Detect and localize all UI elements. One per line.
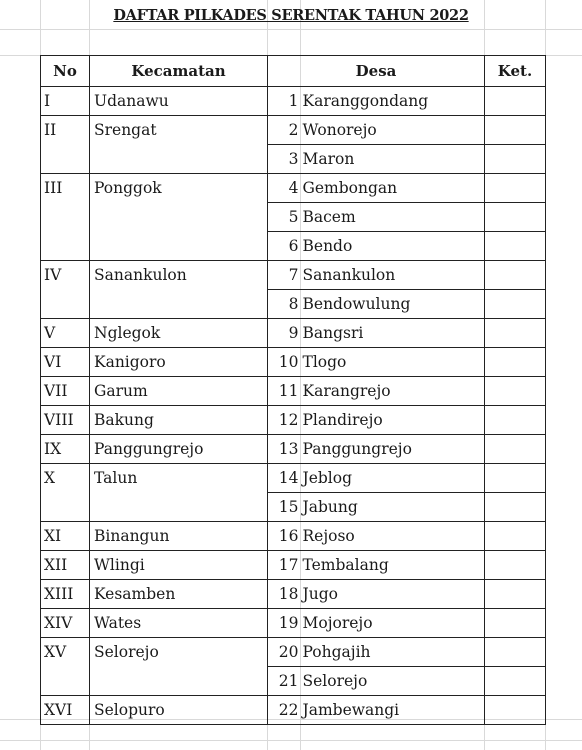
table-row [41,551,546,580]
kecamatan-cell: Talun [90,464,268,493]
table-row [41,696,546,725]
kecamatan-cell: Nglegok [90,319,268,348]
ket-cell [485,638,546,667]
ket-cell [485,348,546,377]
desa-cell: Bendowulung [301,290,485,319]
desa-number-cell: 17 [268,551,301,580]
desa-cell: Bangsri [301,319,485,348]
table-row [41,609,546,638]
desa-cell: Sanankulon [301,261,485,290]
desa-cell: Tlogo [301,348,485,377]
table-row [41,319,546,348]
no-cell: VIII [41,406,90,435]
ket-cell [485,464,546,493]
kecamatan-cell [90,667,268,696]
desa-cell: Pohgajih [301,638,485,667]
no-cell [41,232,90,261]
desa-cell: Bacem [301,203,485,232]
no-cell: XIV [41,609,90,638]
no-cell: XV [41,638,90,667]
table-row [41,87,546,116]
no-cell: II [41,116,90,145]
no-cell: VII [41,377,90,406]
kecamatan-cell: Ponggok [90,174,268,203]
table-row [41,174,546,203]
no-cell: IX [41,435,90,464]
desa-number-cell: 4 [268,174,301,203]
ket-cell [485,377,546,406]
no-cell [41,290,90,319]
desa-cell: Tembalang [301,551,485,580]
kecamatan-cell [90,232,268,261]
kecamatan-cell: Sanankulon [90,261,268,290]
table-row [41,464,546,493]
ket-cell [485,696,546,725]
no-cell: X [41,464,90,493]
table-body [41,87,546,725]
desa-number-cell: 7 [268,261,301,290]
desa-number-cell: 8 [268,290,301,319]
table-row [41,493,546,522]
desa-number-cell: 1 [268,87,301,116]
desa-cell: Rejoso [301,522,485,551]
desa-number-cell: 15 [268,493,301,522]
no-cell: V [41,319,90,348]
ket-cell [485,667,546,696]
ket-cell [485,232,546,261]
desa-number-cell: 13 [268,435,301,464]
desa-number-cell: 5 [268,203,301,232]
desa-number-cell: 14 [268,464,301,493]
desa-cell: Panggungrejo [301,435,485,464]
desa-number-cell: 18 [268,580,301,609]
no-cell: XIII [41,580,90,609]
kecamatan-cell: Panggungrejo [90,435,268,464]
desa-cell: Jambewangi [301,696,485,725]
kecamatan-cell: Garum [90,377,268,406]
table-row [41,348,546,377]
header-kecamatan: Kecamatan [90,56,268,87]
grid-line [0,740,582,741]
table-row [41,116,546,145]
desa-cell: Maron [301,145,485,174]
desa-number-cell: 22 [268,696,301,725]
table-row [41,290,546,319]
kecamatan-cell: Selopuro [90,696,268,725]
header-ket: Ket. [485,56,546,87]
kecamatan-cell: Wlingi [90,551,268,580]
no-cell: IV [41,261,90,290]
table-row [41,232,546,261]
desa-cell: Jugo [301,580,485,609]
desa-cell: Jeblog [301,464,485,493]
desa-cell: Gembongan [301,174,485,203]
table-row [41,667,546,696]
page-title: DAFTAR PILKADES SERENTAK TAHUN 2022 [113,7,469,24]
no-cell [41,203,90,232]
no-cell: VI [41,348,90,377]
desa-cell: Mojorejo [301,609,485,638]
table-row [41,203,546,232]
kecamatan-cell [90,203,268,232]
desa-number-cell: 19 [268,609,301,638]
table-row [41,261,546,290]
ket-cell [485,319,546,348]
table-row [41,145,546,174]
desa-number-cell: 16 [268,522,301,551]
ket-cell [485,522,546,551]
no-cell: XII [41,551,90,580]
ket-cell [485,116,546,145]
ket-cell [485,290,546,319]
ket-cell [485,406,546,435]
desa-number-cell: 2 [268,116,301,145]
kecamatan-cell [90,145,268,174]
kecamatan-cell: Kesamben [90,580,268,609]
ket-cell [485,145,546,174]
kecamatan-cell [90,290,268,319]
kecamatan-cell: Binangun [90,522,268,551]
table-row [41,638,546,667]
desa-cell: Wonorejo [301,116,485,145]
desa-number-cell: 10 [268,348,301,377]
no-cell: III [41,174,90,203]
no-cell: XVI [41,696,90,725]
table-header-row [41,56,546,87]
kecamatan-cell: Udanawu [90,87,268,116]
desa-number-cell: 6 [268,232,301,261]
ket-cell [485,203,546,232]
no-cell [41,493,90,522]
table-row [41,406,546,435]
ket-cell [485,609,546,638]
desa-cell: Karanggondang [301,87,485,116]
grid-line [0,29,582,30]
no-cell [41,667,90,696]
desa-cell: Karangrejo [301,377,485,406]
pilkades-table [40,55,546,725]
desa-number-cell: 9 [268,319,301,348]
kecamatan-cell: Selorejo [90,638,268,667]
desa-cell: Bendo [301,232,485,261]
no-cell: I [41,87,90,116]
desa-number-cell: 12 [268,406,301,435]
table-row [41,580,546,609]
desa-cell: Plandirejo [301,406,485,435]
ket-cell [485,493,546,522]
ket-cell [485,174,546,203]
ket-cell [485,580,546,609]
no-cell [41,145,90,174]
table-row [41,522,546,551]
ket-cell [485,87,546,116]
desa-number-cell: 20 [268,638,301,667]
table-row [41,377,546,406]
no-cell: XI [41,522,90,551]
desa-cell: Jabung [301,493,485,522]
ket-cell [485,551,546,580]
kecamatan-cell [90,493,268,522]
kecamatan-cell: Bakung [90,406,268,435]
desa-number-cell: 21 [268,667,301,696]
desa-number-cell: 11 [268,377,301,406]
desa-number-cell: 3 [268,145,301,174]
kecamatan-cell: Wates [90,609,268,638]
header-no: No [41,56,90,87]
kecamatan-cell: Kanigoro [90,348,268,377]
ket-cell [485,435,546,464]
table-row [41,435,546,464]
ket-cell [485,261,546,290]
kecamatan-cell: Srengat [90,116,268,145]
header-desa: Desa [268,56,485,87]
desa-cell: Selorejo [301,667,485,696]
